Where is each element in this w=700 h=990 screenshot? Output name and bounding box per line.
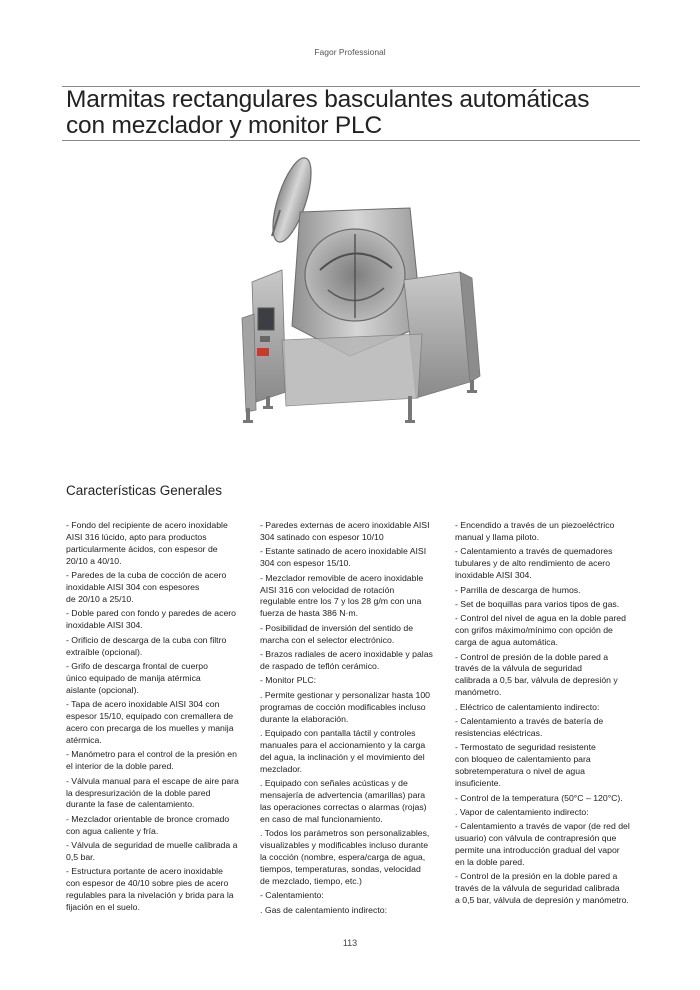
feature-item: - Mezclador orientable de bronce cromado con agua caliente y fría. xyxy=(66,813,230,836)
control-column xyxy=(252,270,286,402)
features-column-1 xyxy=(66,520,246,917)
feature-item: - Calentamiento a través de quemadores tubulares y de alto rendimiento de acero inoxidable AISI 304. xyxy=(455,546,613,581)
feature-item: - Válvula de seguridad de muelle calibrada a 0,5 bar. xyxy=(66,840,238,863)
feature-item: - Parrilla de descarga de humos. xyxy=(455,584,581,595)
feature-item: . Permite gestionar y personalizar hasta 100 programas de cocción modificables incluso durante la elaboración. xyxy=(260,689,430,724)
features-column-2 xyxy=(260,520,440,919)
feature-item: - Estante satinado de acero inoxidable AISI 304 con espesor 15/10. xyxy=(260,546,427,569)
feature-item: . Vapor de calentamiento indirecto: xyxy=(455,806,589,817)
section-heading: Características Generales xyxy=(66,483,223,498)
feature-item: - Control de presión de la doble pared a través de la válvula de seguridad calibrada a 0,5 bar, válvula de depresión y manómetro. xyxy=(455,651,618,698)
feature-item: - Brazos radiales de acero inoxidable y palas de raspado de teflón cerámico. xyxy=(260,649,433,671)
vessel-body xyxy=(292,208,422,356)
page-number: 113 xyxy=(342,938,358,948)
feature-item: . Eléctrico de calentamiento indirecto: xyxy=(455,701,600,712)
feature-item: - Paredes de la cuba de cocción de acero inoxidable AISI 304 con espesores de 20/10 a 25/10. xyxy=(66,570,227,604)
feature-item: - Válvula manual para el escape de aire para la despresurización de la doble pared durante la fase de calentamiento. xyxy=(66,775,239,810)
feature-item: - Estructura portante de acero inoxidable con espesor de 40/10 sobre pies de acero regulables para la nivelación y brida para la fijación en el suelo. xyxy=(66,866,234,913)
brand-header: Fagor Professional xyxy=(314,47,386,57)
feature-item: - Control del nivel de agua en la doble pared con grifos máximo/mínimo con opción de carga de agua automática. xyxy=(455,613,626,648)
feature-item: . Equipado con pantalla táctil y controles manuales para el accionamiento y la carga del agua, la inclinación y el movimiento del mezclador. xyxy=(260,728,426,774)
title-line-1: Marmitas rectangulares basculantes automáticas xyxy=(66,86,590,113)
feature-item: - Calentamiento: xyxy=(260,890,324,901)
feature-item: - Control de la temperatura (50°C – 120°C). xyxy=(455,792,623,803)
feature-item: - Set de boquillas para varios tipos de gas. xyxy=(455,598,620,609)
title-line-2: con mezclador y monitor PLC xyxy=(66,112,382,139)
feature-item: - Grifo de descarga frontal de cuerpo único equipado de manija atérmica aislante (opcional). xyxy=(66,660,208,695)
feature-item: - Monitor PLC: xyxy=(260,675,317,686)
feature-item: - Doble pared con fondo y paredes de acero inoxidable AISI 304. xyxy=(66,608,237,631)
feature-item: - Paredes externas de acero inoxidable AISI 304 satinado con espesor 10/10 xyxy=(260,520,430,542)
feature-item: . Gas de calentamiento indirecto: xyxy=(260,904,388,915)
feature-item: . Equipado con señales acústicas y de mensajería de advertencia (amarillas) para las operaciones correctas o alarmas (rojas) en caso de mal funcionamiento. xyxy=(260,778,427,824)
feature-item: - Tapa de acero inoxidable AISI 304 con espesor 15/10, equipado con cremallera de acero con precarga de los muelles y manija atérmica. xyxy=(66,699,234,745)
feature-item: - Fondo del recipiente de acero inoxidable AISI 316 lúcido, apto para productos particularmente ácidos, con espesor de 20/10 a 40/10. xyxy=(66,520,228,566)
feature-item: - Calentamiento a través de batería de resistencias eléctricas. xyxy=(455,716,604,738)
feature-item: - Encendido a través de un piezoeléctrico manual y llama piloto. xyxy=(455,520,615,542)
features-column-3 xyxy=(455,520,637,910)
feature-item: - Posibilidad de inversión del sentido de marcha con el selector electrónico. xyxy=(260,622,414,645)
feature-item: - Manómetro para el control de la presión en el interior de la doble pared. xyxy=(66,749,237,772)
feature-item: - Calentamiento a través de vapor (de red del usuario) con válvula de contrapresión que permite una introducción gradual del vapor en la doble pared. xyxy=(455,821,630,868)
feature-item: . Todos los parámetros son personalizables, visualizables y modificables incluso durante la cocción (nombre, espera/carga de agua, tiempos, temperaturas, sondas, velocidad de mezclado, tiempo, etc.) xyxy=(260,828,430,886)
feature-item: - Termostato de seguridad resistente con bloqueo de calentamiento para sobretemperatura o nivel de agua insuficiente. xyxy=(455,742,596,789)
feature-item: - Mezclador removible de acero inoxidable AISI 316 con velocidad de rotación regulable entre los 7 y los 28 g/m con una fuerza de hasta 386 N·m. xyxy=(260,572,424,619)
title-bottom-rule xyxy=(62,140,640,141)
feature-item: - Control de la presión en la doble pared a través de la válvula de seguridad calibrada a 0,5 bar, válvula de depresión y manómetro. xyxy=(455,871,629,906)
page-title xyxy=(66,87,646,139)
feature-item: - Orificio de descarga de la cuba con filtro extraíble (opcional). xyxy=(66,634,227,657)
product-photo xyxy=(160,150,540,450)
